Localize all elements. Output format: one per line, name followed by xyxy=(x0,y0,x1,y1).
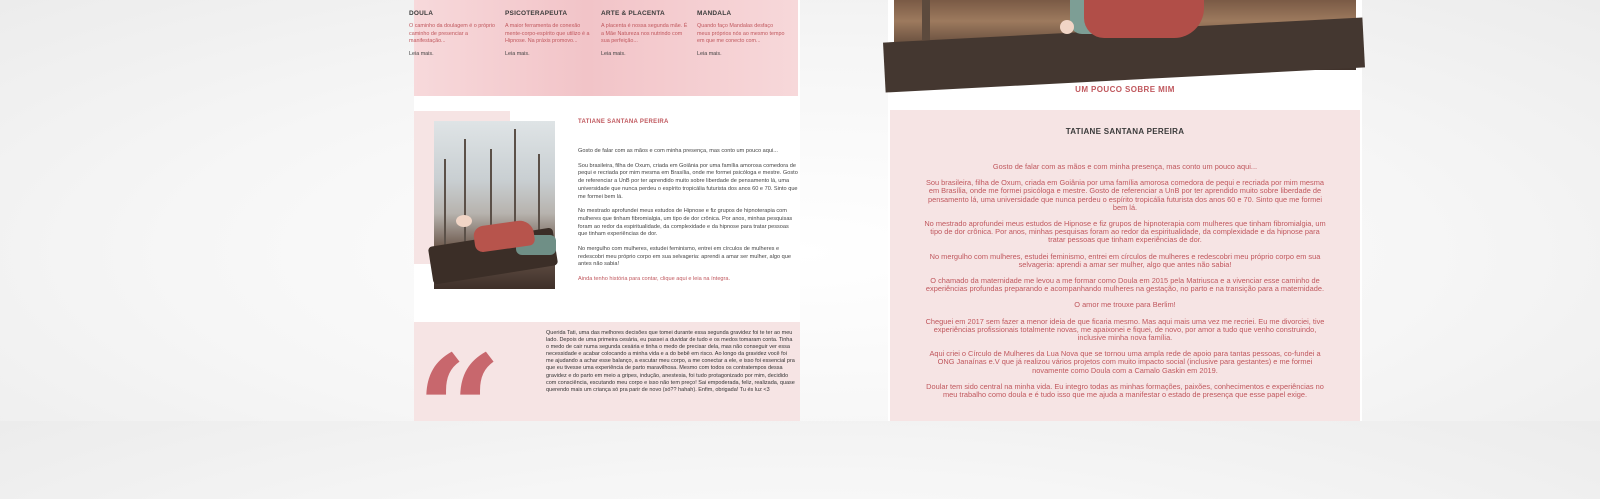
card-title: ARTE & PLACENTA xyxy=(601,10,665,17)
quote-mark-icon: “ xyxy=(416,323,503,499)
testimonial-text: Querida Tati, uma das melhores decisões que tomei durante essa segunda gravidez foi te ter ao meu lado. Depois de uma primeira cesária, eu passei a duvidar de tudo e os medos tomaram conta. Tinha o medo de cair numa segunda cesária e tinha o medo de precisar dela, mas não conseguir ver essa necessidade e acabar colocando a minha vida e a do bebê em risco. Ao longo da gravidez você foi me ajudando a achar esse balanço, a escutar meu corpo, a me conectar a ele, e isso foi essencial pra que eu tivesse uma experiência de parto maravilhosa. Mesmo com todos os contratempos dessa gravidez e do parto em meio a gripes, indução, anestesia, foi tudo protagonizado por mim, decidido com consciência, escutando meu corpo e isso não tem preço! Sai empoderada, feliz, realizada, quase querendo mais um criança só pra parir de novo (só?? hahah). Enfim, obrigada! Tu és luz <3 xyxy=(546,330,795,393)
read-more-link[interactable]: Leia mais. xyxy=(409,50,434,57)
read-full-story-link[interactable]: Ainda tenho história para contar, clique aqui e leia na íntegra. xyxy=(578,276,731,283)
portrait-photo xyxy=(434,121,555,289)
read-more-link[interactable]: Leia mais. xyxy=(505,50,530,57)
card-text: A placenta é nossa segunda mãe. É a Mãe Natureza nos nutrindo com sua perfeição... xyxy=(601,23,688,45)
card-mandala xyxy=(697,10,785,57)
card-text: A maior ferramenta de conexão mente-corpo-espírito que utilizo é a Hipnose. Na práxis promovo... xyxy=(505,23,590,45)
read-more-link[interactable]: Leia mais. xyxy=(601,50,626,57)
bio-paragraph: Gosto de falar com as mãos e com minha presença, mas conto um pouco aqui... xyxy=(578,148,778,154)
read-more-link[interactable]: Leia mais. xyxy=(697,50,722,57)
about-text xyxy=(922,163,1328,407)
card-title: DOULA xyxy=(409,10,434,17)
about-paragraph: O chamado da maternidade me levou a me formar como Doula em 2015 pela Matriusca e a vivenciar esse caminho de experiências profundas preparando e acompanhando mulheres na gestação, no parto e na transição para a maternidade. xyxy=(925,276,1325,294)
about-paragraph: No mestrado aprofundei meus estudos de Hipnose e fiz grupos de hipnoterapia com mulheres que tinham fibromialgia, um tipo de dor crônica. Por anos, minhas pesquisas foram ao redor da espiritualidade, da complexidade e da hipnose para tratar pessoas que tinham experiências de dor. xyxy=(924,219,1326,245)
card-text: Quando faço Mandalas desfaço meus próprios nós ao mesmo tempo em que me conecto com... xyxy=(697,23,785,45)
bio-name: TATIANE SANTANA PEREIRA xyxy=(578,119,669,125)
section-title: UM POUCO SOBRE MIM xyxy=(1075,85,1175,94)
left-page xyxy=(409,0,800,499)
about-paragraph: Sou brasileira, filha de Oxum, criada em Goiânia por uma família amorosa comedora de pequi e recriada por mim mesma em Brasília, onde me formei psicóloga e mestre. Gosto de referenciar a UnB por ter aprendido muito sobre liberdade de pensamento lá, uma universidade que nunca perdeu o espírito tropicália futurista dos anos 60 e 70. Sinto que me formei bem lá. xyxy=(925,178,1325,212)
card-title: MANDALA xyxy=(697,10,732,17)
bio-paragraph: Sou brasileira, filha de Oxum, criada em Goiânia por uma família amorosa comedora de pequi e recriada por mim mesma em Brasília, onde me formei psicóloga e mestre. Gosto de referenciar a UnB por ter aprendido muito sobre liberdade de pensamento lá, uma universidade que nunca perdeu o espírito tropicália futurista dos anos 60 e 70. Sinto que me formei bem lá. xyxy=(578,162,798,200)
card-text: O caminho da doulagem é o próprio caminho de presenciar a manifestação... xyxy=(409,23,496,45)
header-photo xyxy=(894,0,1356,70)
bio-section xyxy=(578,119,798,282)
card-arte-placenta xyxy=(601,10,689,57)
about-paragraph: Gosto de falar com as mãos e com minha presença, mas conto um pouco aqui... xyxy=(992,162,1258,171)
about-name: TATIANE SANTANA PEREIRA xyxy=(1065,127,1185,136)
about-paragraph: Cheguei em 2017 sem fazer a menor ideia de que ficaria mesmo. Mas aqui mais uma vez me recriei. Eu me divorciei, tive experiências profissionais totalmente novas, me apaixonei e fiquei, de novo, por amor a tudo que venho construindo, inclusive minha nova família. xyxy=(925,316,1325,343)
card-psicoterapeuta xyxy=(505,10,593,57)
about-paragraph: Aqui criei o Círculo de Mulheres da Lua Nova que se tornou uma ampla rede de apoio para tantas pessoas, co-fundei a ONG Janaínas e.V que já realizou vários projetos com muito impacto social (inclusive para gestantes) e me formei novamente como Doula com a Camalo Gaskin em 2019. xyxy=(929,349,1321,375)
card-title: PSICOTERAPEUTA xyxy=(505,10,568,17)
about-paragraph: O amor me trouxe para Berlim! xyxy=(1074,300,1176,310)
bio-paragraph: No mestrado aprofundei meus estudos de Hipnose e fiz grupos de hipnoterapia com mulheres que tinham fibromialgia, um tipo de dor crônica. Por anos, minhas pesquisas foram ao redor da espiritualidade, da complexidade e da hipnose para tratar pessoas que tinham experiências de dor. xyxy=(578,208,793,238)
card-doula xyxy=(409,10,497,57)
about-paragraph: Doular tem sido central na minha vida. Eu integro todas as minhas formações, paixões, conhecimentos e experiências no meu trabalho como doula e é tudo isso que me ajuda a manifestar o estado de presença que esse papel exige. xyxy=(926,381,1324,400)
bio-paragraph: No mergulho com mulheres, estudei feminismo, entrei em círculos de mulheres e redescobri meu próprio corpo em sua selvageria: aprendi a amar ser mulher, algo que antes não sabia! xyxy=(578,246,791,268)
services-band xyxy=(409,0,798,96)
right-page xyxy=(888,0,1362,421)
about-paragraph: No mergulho com mulheres, estudei feminismo, entrei em círculos de mulheres e redescobri meu próprio corpo em sua selvageria: aprendi a amar ser mulher, algo que antes não sabia! xyxy=(929,251,1321,269)
